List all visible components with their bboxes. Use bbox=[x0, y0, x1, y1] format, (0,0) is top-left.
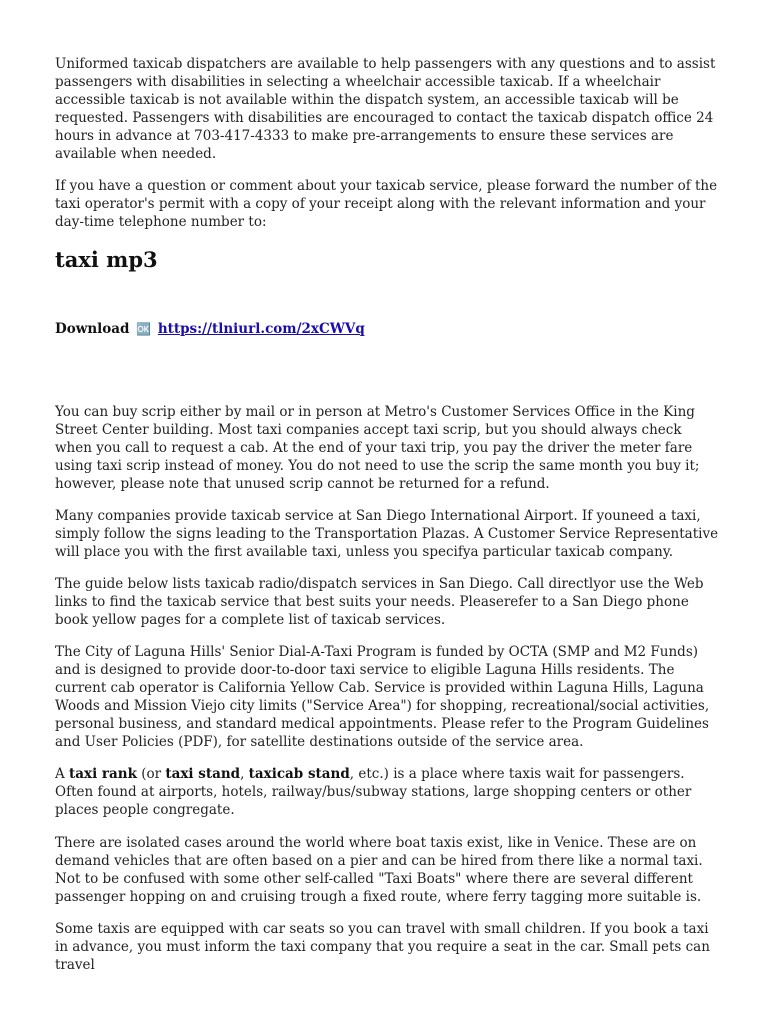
paragraph-laguna-hills: The City of Laguna Hills' Senior Dial-A-Taxi Program is funded by OCTA (SMP and M2 Funds) and is designed to provide door-to-door taxi service to eligible Laguna Hills residents. The current cab operator is California Yellow Cab. Service is provided within Laguna Hills, Laguna Woods and Mission Viejo city limits ("Service Area") for shopping, recreational/social activities, personal business, and standard medical appointments. Please refer to the Program Guidelines and User Policies (PDF), for satellite destinations outside of the service area. bbox=[55, 644, 710, 750]
paragraph-question-comment: If you have a question or comment about your taxicab service, please forward the number of the taxi operator's permit with a copy of your receipt along with the relevant information and your day-time telephone number to: bbox=[55, 178, 718, 230]
paragraph-taxi-rank bbox=[55, 765, 720, 819]
download-label: Download bbox=[55, 321, 130, 337]
paragraph-car-seats: Some taxis are equipped with car seats so you can travel with small children. If you book a taxi in advance, you must inform the taxi company that you require a seat in the car. Small pets can travel bbox=[55, 921, 710, 973]
text-span: (or bbox=[136, 766, 166, 782]
text-span: , etc.) is a place where taxis wait for passengers. Often found at airports, hotels, railway/bus/subway stations, large shopping centers or other places people congregate. bbox=[55, 766, 692, 818]
paragraph-airport: Many companies provide taxicab service at San Diego International Airport. If youneed a taxi, simply follow the signs leading to the Transportation Plazas. A Customer Service Representative will place you with the first available taxi, unless you specifya particular taxicab company. bbox=[55, 508, 719, 560]
download-line bbox=[55, 320, 365, 338]
text-span: , bbox=[240, 766, 249, 782]
paragraph-boat-taxis: There are isolated cases around the world where boat taxis exist, like in Venice. These are on demand vehicles that are often based on a pier and can be hired from there like a normal taxi. Not to be confused with some other self-called "Taxi Boats" where there are several different passenger hopping on and cruising trough a fixed route, where ferry tagging more suitable is. bbox=[55, 835, 703, 905]
text-span: A bbox=[55, 766, 70, 782]
download-link[interactable]: https://tlniurl.com/2xCWVq bbox=[157, 321, 365, 337]
bold-term-taxi-stand: taxi stand bbox=[165, 766, 241, 782]
paragraph-guide: The guide below lists taxicab radio/dispatch services in San Diego. Call directlyor use the Web links to find the taxicab service that best suits your needs. Pleaserefer to a San Diego phone book yellow pages for a complete list of taxicab services. bbox=[55, 576, 704, 628]
paragraph-wheelchair-dispatch: Uniformed taxicab dispatchers are available to help passengers with any questions and to assist passengers with disabilities in selecting a wheelchair accessible taxicab. If a wheelchair accessible taxicab is not available within the dispatch system, an accessible taxicab will be requested. Passengers with disabilities are encouraged to contact the taxicab dispatch office 24 hours in advance at 703-417-4333 to make pre-arrangements to ensure these services are available when needed. bbox=[55, 56, 716, 162]
page-heading: taxi mp3 bbox=[55, 247, 158, 272]
arrow-icon: 🆗 bbox=[136, 322, 152, 336]
paragraph-scrip: You can buy scrip either by mail or in person at Metro's Customer Services Office in the King Street Center building. Most taxi companies accept taxi scrip, but you should always check when you call to request a cab. At the end of your taxi trip, you pay the driver the meter fare using taxi scrip instead of money. You do not need to use the scrip the same month you buy it; however, please note that unused scrip cannot be returned for a refund. bbox=[55, 404, 700, 492]
bold-term-taxicab-stand: taxicab stand bbox=[248, 766, 350, 782]
bold-term-taxi-rank: taxi rank bbox=[69, 766, 137, 782]
